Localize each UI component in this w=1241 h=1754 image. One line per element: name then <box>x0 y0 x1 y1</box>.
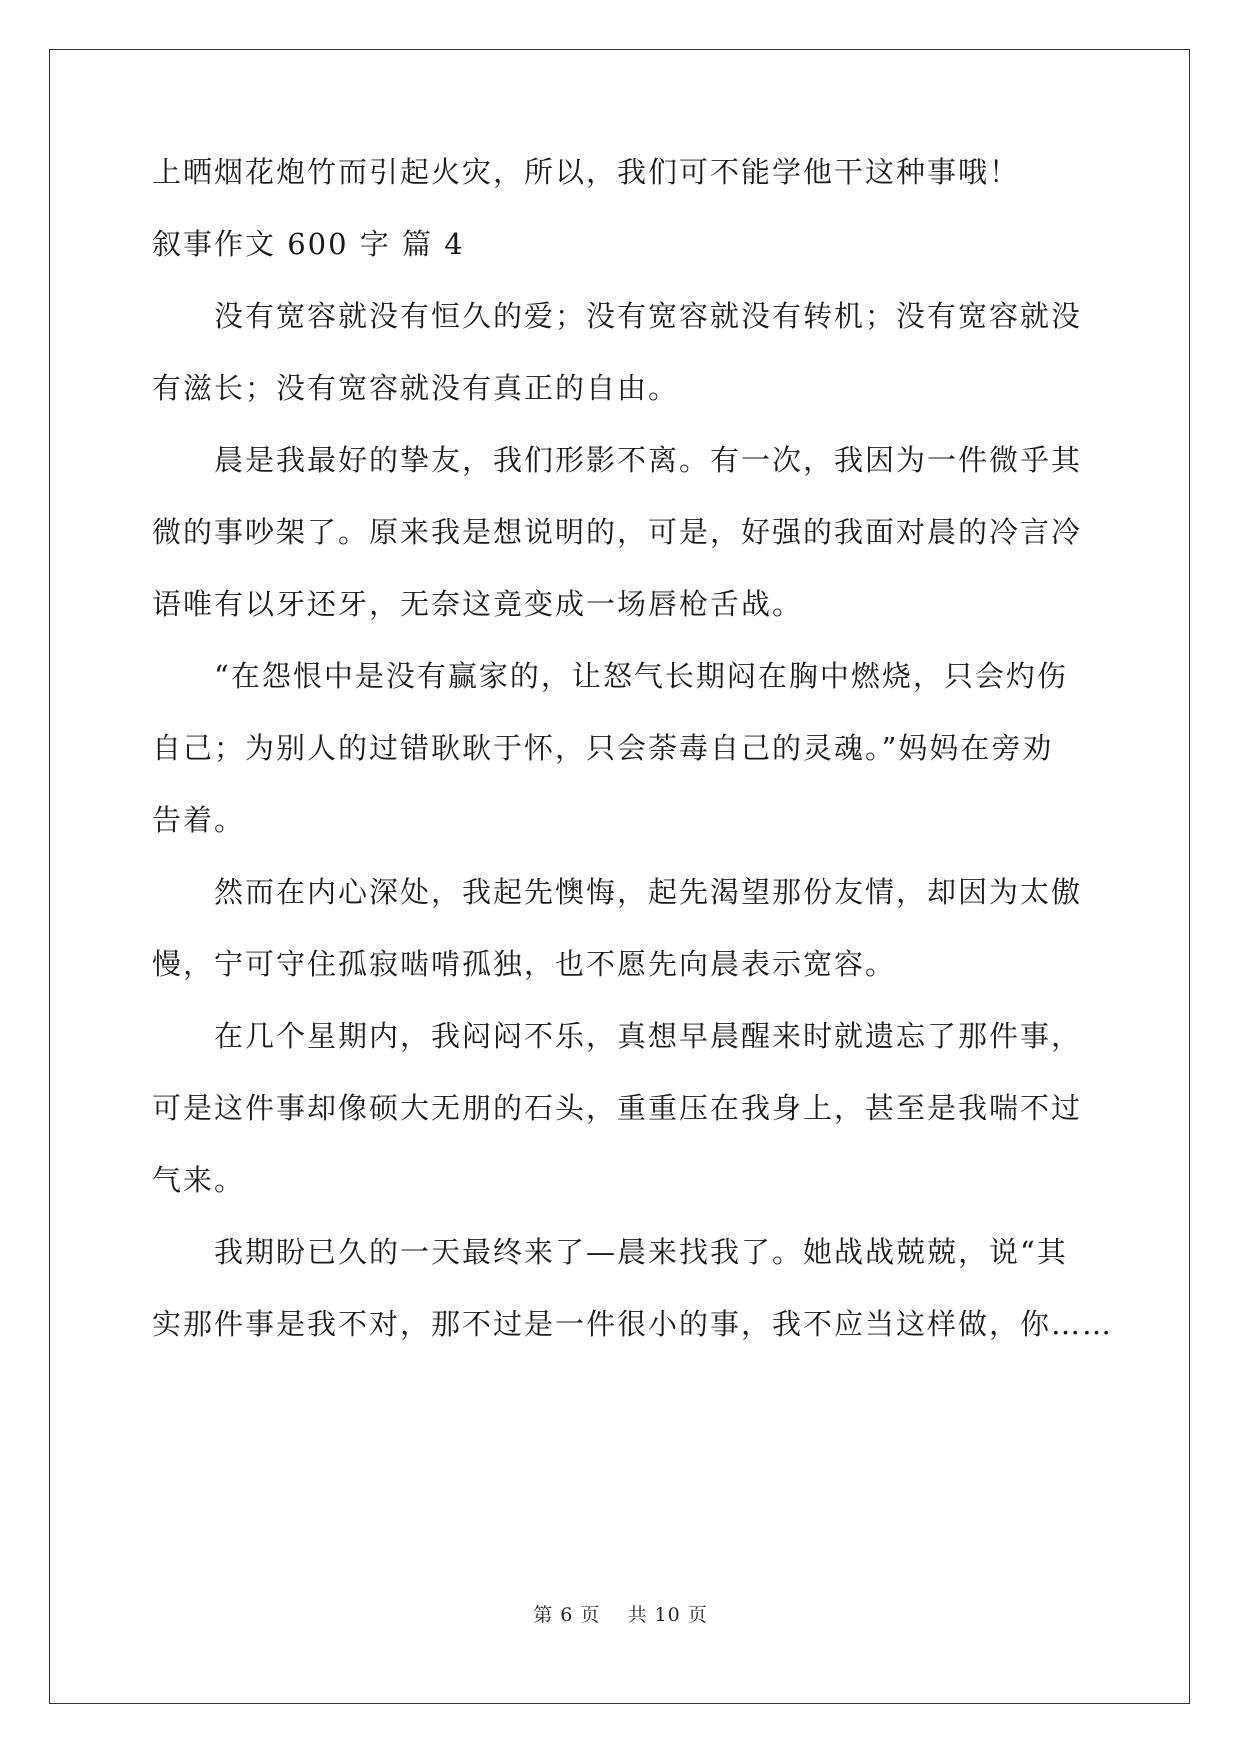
text-line: 微的事吵架了。原来我是想说明的，可是，好强的我面对晨的冷言冷 <box>152 515 1083 549</box>
text-line: “在怨恨中是没有赢家的，让怒气长期闷在胸中燃烧，只会灼伤 <box>152 659 1068 693</box>
text-line: 我期盼已久的一天最终来了—晨来找我了。她战战兢兢，说“其 <box>152 1235 1068 1269</box>
text-line: 告着。 <box>152 803 246 837</box>
text-line: 在几个星期内，我闷闷不乐，真想早晨醒来时就遗忘了那件事， <box>152 1019 1083 1053</box>
text-line: 然而在内心深处，我起先懊悔，起先渴望那份友情，却因为太傲 <box>152 875 1083 909</box>
text-line: 可是这件事却像硕大无朋的石头，重重压在我身上，甚至是我喘不过 <box>152 1091 1083 1125</box>
text-line: 上晒烟花炮竹而引起火灾，所以，我们可不能学他干这种事哦！ <box>152 155 1021 189</box>
text-line: 晨是我最好的挚友，我们形影不离。有一次，我因为一件微乎其 <box>152 443 1083 477</box>
text-line: 实那件事是我不对，那不过是一件很小的事，我不应当这样做，你…… <box>152 1307 1114 1341</box>
text-line: 有滋长；没有宽容就没有真正的自由。 <box>152 371 680 405</box>
section-heading: 叙事作文 600 字 篇 4 <box>152 227 465 261</box>
text-line: 没有宽容就没有恒久的爱；没有宽容就没有转机；没有宽容就没 <box>152 299 1083 333</box>
text-line: 语唯有以牙还牙，无奈这竟变成一场唇枪舌战。 <box>152 587 804 621</box>
page-number-footer: 第 6 页 共 10 页 <box>533 1604 708 1626</box>
text-line: 自己；为别人的过错耿耿于怀，只会荼毒自己的灵魂。”妈妈在旁劝 <box>152 731 1054 765</box>
text-line: 气来。 <box>152 1163 246 1197</box>
text-line: 慢，宁可守住孤寂啮啃孤独，也不愿先向晨表示宽容。 <box>152 947 897 981</box>
